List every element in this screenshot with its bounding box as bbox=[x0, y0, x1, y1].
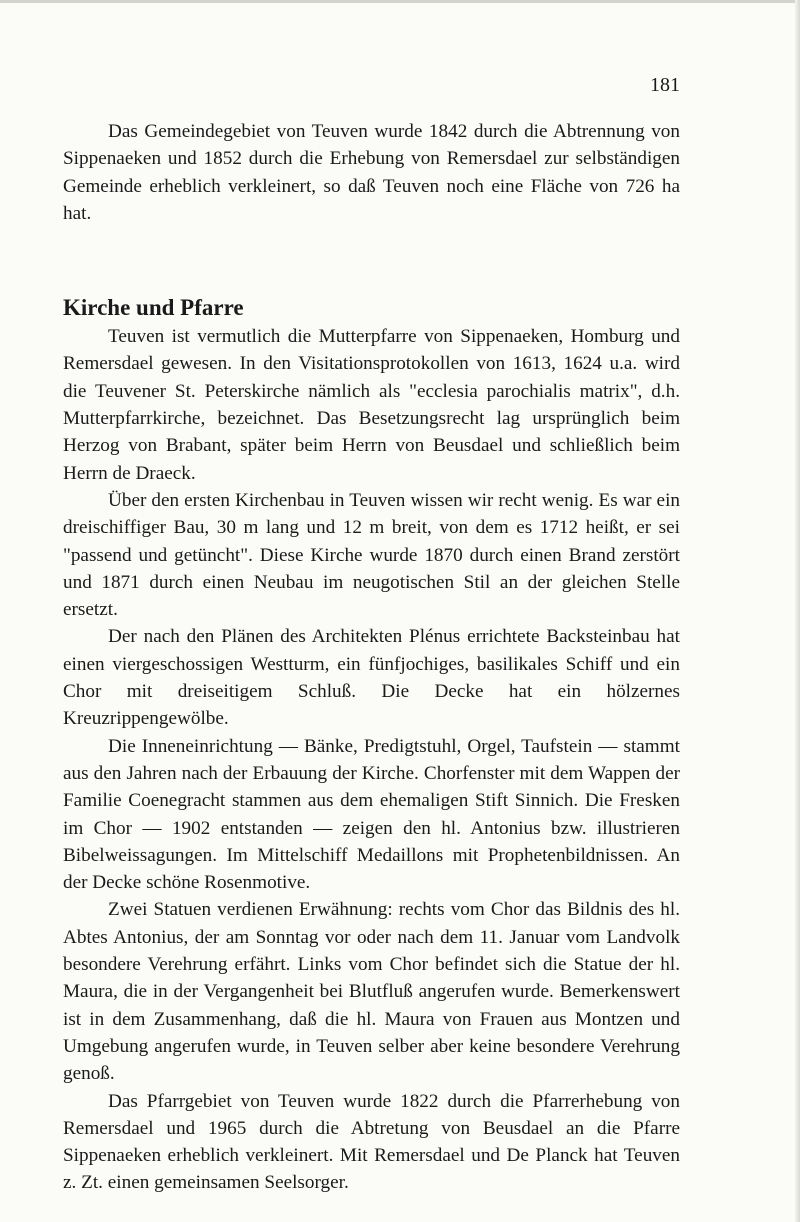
page-body bbox=[63, 118, 680, 1197]
intro-paragraph: Das Gemeindegebiet von Teuven wurde 1842 durch die Abtrennung von Sippenaeken und 1852 durch die Erhebung von Remersdael zur selbständigen Gemeinde erheblich verkleinert, so daß Teuven noch eine Fläche von 726 ha hat. bbox=[63, 121, 680, 224]
scan-top-edge bbox=[0, 0, 800, 3]
scan-right-edge bbox=[795, 0, 800, 1222]
section-heading: Kirche und Pfarre bbox=[63, 295, 244, 321]
body-paragraph: Zwei Statuen verdienen Erwähnung: rechts vom Chor das Bildnis des hl. Abtes Antonius, der am Sonntag vor oder nach dem 11. Januar vom Landvolk besondere Verehrung erfährt. Links vom Chor befindet sich die Statue der hl. Maura, die in der Vergangenheit bei Blutfluß angerufen wurde. Bemerkenswert ist in dem Zusammenhang, daß die hl. Maura von Frauen aus Montzen und Umgebung angerufen wurde, in Teuven selber aber keine besondere Verehrung genoß. bbox=[63, 899, 680, 1085]
body-paragraph: Teuven ist vermutlich die Mutterpfarre von Sippenaeken, Homburg und Remersdael gewesen. In den Visitationsprotokollen von 1613, 1624 u.a. wird die Teuvener St. Peterskirche nämlich als "ecclesia parochialis matrix", d.h. Mutterpfarrkirche, bezeichnet. Das Besetzungsrecht lag ursprünglich beim Herzog von Brabant, später beim Herrn von Beusdael und schließlich beim Herrn de Draeck. bbox=[63, 326, 680, 484]
body-paragraph: Über den ersten Kirchenbau in Teuven wissen wir recht wenig. Es war ein dreischiffiger Bau, 30 m lang und 12 m breit, von dem es 1712 heißt, er sei "passend und getüncht". Diese Kirche wurde 1870 durch einen Brand zerstört und 1871 durch einen Neubau im neugotischen Stil an der gleichen Stelle ersetzt. bbox=[63, 489, 680, 621]
page-number: 181 bbox=[650, 74, 680, 96]
body-paragraph: Der nach den Plänen des Architekten Plénus errichtete Backsteinbau hat einen viergeschossigen Westturm, ein fünfjochiges, basilikales Schiff und ein Chor mit dreiseitigem Schluß. Die Decke hat ein hölzernes Kreuzrippengewölbe. bbox=[63, 626, 680, 730]
body-paragraph: Das Pfarrgebiet von Teuven wurde 1822 durch die Pfarrerhebung von Remersdael und 1965 durch die Abtretung von Beusdael an die Pfarre Sippenaeken erheblich verkleinert. Mit Remersdael und De Planck hat Teuven z. Zt. einen gemeinsamen Seelsorger. bbox=[63, 1090, 680, 1194]
body-paragraph: Die Inneneinrichtung — Bänke, Predigtstuhl, Orgel, Taufstein — stammt aus den Jahren nach der Erbauung der Kirche. Chorfenster mit dem Wappen der Familie Coenegracht stammen aus dem ehemaligen Stift Sinnich. Die Fresken im Chor — 1902 entstanden — zeigen den hl. Antonius bzw. illustrieren Bibelweissagungen. Im Mittelschiff Medaillons mit Prophetenbildnissen. An der Decke schöne Rosenmotive. bbox=[63, 735, 680, 894]
